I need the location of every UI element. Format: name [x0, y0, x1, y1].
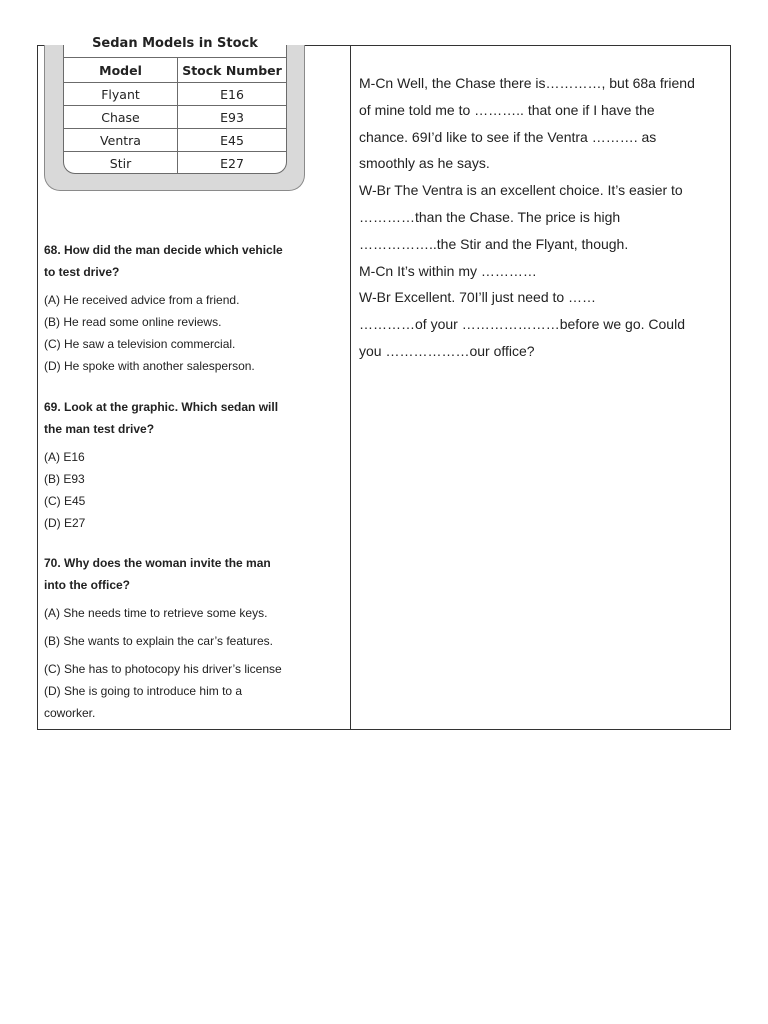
transcript-line: …………of your …………………before we go. Could: [359, 316, 685, 333]
model-cell: Stir: [64, 152, 178, 175]
answer-option: (A) E16: [44, 450, 85, 464]
answer-option: coworker.: [44, 706, 96, 720]
graphic-title: Sedan Models in Stock: [92, 36, 258, 51]
answer-option: (A) He received advice from a friend.: [44, 293, 240, 307]
answer-option: (B) She wants to explain the car’s features.: [44, 634, 274, 648]
transcript-line: smoothly as he says.: [359, 155, 490, 172]
transcript-line: W-Br The Ventra is an excellent choice. It’s easier to: [359, 182, 683, 199]
question-70: [44, 552, 304, 724]
table-row: [64, 83, 286, 106]
question-title: into the office?: [44, 578, 130, 592]
table-row: [64, 152, 286, 175]
column-header-stock-number: Stock Number: [178, 58, 287, 83]
question-69: [44, 396, 304, 534]
transcript-line: M-Cn It’s within my …………: [359, 262, 537, 279]
stock-number-cell: E93: [178, 106, 287, 129]
answer-option: (B) He read some online reviews.: [44, 315, 222, 329]
answer-option: (C) He saw a television commercial.: [44, 337, 236, 351]
answer-option: (A) She needs time to retrieve some keys.: [44, 606, 268, 620]
question-title: 70. Why does the woman invite the man: [44, 556, 271, 570]
transcript-line: W-Br Excellent. 70I’ll just need to ……: [359, 289, 597, 306]
transcript-line: M-Cn Well, the Chase there is…………, but 68a friend: [359, 75, 695, 91]
table-row: [64, 106, 286, 129]
stock-number-cell: E16: [178, 83, 287, 106]
stock-number-cell: E45: [178, 129, 287, 152]
model-cell: Ventra: [64, 129, 178, 152]
question-title: 68. How did the man decide which vehicle: [44, 243, 283, 257]
stock-table: [64, 57, 286, 174]
question-68: [44, 239, 304, 377]
question-title: to test drive?: [44, 265, 120, 279]
column-header-model: Model: [64, 58, 178, 83]
transcript-line: chance. 69I’d like to see if the Ventra ………. as: [359, 128, 657, 145]
transcript-line: you ………………our office?: [359, 342, 535, 359]
transcript-line: …………than the Chase. The price is high: [359, 208, 621, 225]
answer-option: (B) E93: [44, 472, 85, 486]
model-cell: Flyant: [64, 83, 178, 106]
answer-option: (D) He spoke with another salesperson.: [44, 359, 255, 373]
answer-option: (C) She has to photocopy his driver’s license: [44, 662, 282, 676]
transcript-line: ……………..the Stir and the Flyant, though.: [359, 235, 629, 252]
transcript-line: of mine told me to ……….. that one if I have the: [359, 101, 655, 118]
column-divider: [350, 45, 351, 730]
question-title: 69. Look at the graphic. Which sedan will: [44, 400, 279, 414]
answer-option: (D) She is going to introduce him to a: [44, 684, 243, 698]
stock-number-cell: E27: [178, 152, 287, 175]
model-cell: Chase: [64, 106, 178, 129]
answer-option: (C) E45: [44, 494, 86, 508]
answer-option: (D) E27: [44, 516, 86, 530]
table-header-row: [64, 58, 286, 83]
stock-graphic: [44, 36, 305, 191]
stock-table-card: [63, 36, 287, 174]
table-row: [64, 129, 286, 152]
question-title: the man test drive?: [44, 422, 155, 436]
transcript: [359, 70, 725, 365]
